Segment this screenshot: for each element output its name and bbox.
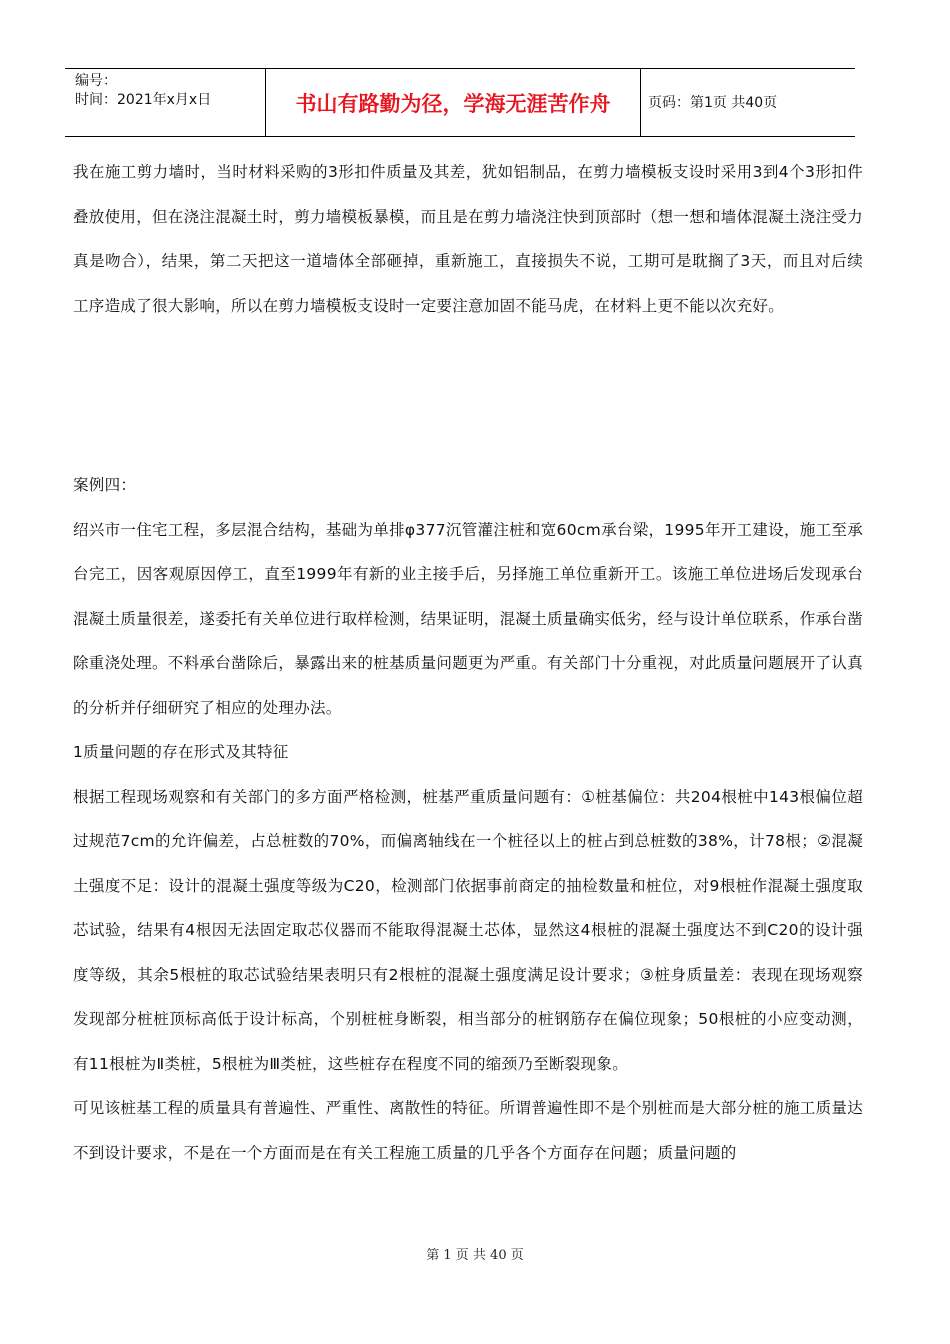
paragraph-shear-wall: 我在施工剪力墙时，当时材料采购的3形扣件质量及其差，犹如铝制品，在剪力墙模板支设时采用3到4个3形扣件叠放使用，但在浇注混凝土时，剪力墙模板暴模，而且是在剪力墙浇注快到顶部时（想一想和墙体混凝土浇注受力真是吻合），结果，第二天把这一道墙体全部砸掉，重新施工，直接损失不说，工期可是耽搁了3天，而且对后续工序造成了很大影响，所以在剪力墙模板支设时一定要注意加固不能马虎，在材料上更不能以次充好。 — [73, 163, 864, 315]
page-footer: 第 1 页 共 40 页 — [426, 1248, 524, 1263]
header-motto-cell — [265, 69, 641, 136]
header-motto: 书山有路勤为径，学海无涯苦作舟 — [295, 92, 611, 116]
header-page-cell — [640, 69, 855, 136]
body-section-2 — [73, 463, 863, 1175]
section-heading: 1质量问题的存在形式及其特征 — [73, 743, 289, 761]
document-header — [65, 68, 855, 137]
paragraph-quality-issues: 根据工程现场观察和有关部门的多方面严格检测，桩基严重质量问题有：①桩基偏位：共204根桩中143根偏位超过规范7cm的允许偏差，占总桩数的70%，而偏离轴线在一个桩径以上的桩占到总桩数的38%，计78根；②混凝土强度不足：设计的混凝土强度等级为C20，检测部门依据事前商定的抽检数量和桩位，对9根桩作混凝土强度取芯试验，结果有4根因无法固定取芯仪器而不能取得混凝土芯体，显然这4根桩的混凝土强度达不到C20的设计强度等级，其余5根桩的取芯试验结果表明只有2根桩的混凝土强度满足设计要求；③桩身质量差：表现在现场观察发现部分桩桩顶标高低于设计标高，个别桩桩身断裂，相当部分的桩钢筋存在偏位现象；50根桩的小应变动测，有11根桩为Ⅱ类桩，5根桩为Ⅲ类桩，这些桩存在程度不同的缩颈乃至断裂现象。 — [73, 787, 863, 1073]
document-number-label: 编号： — [75, 73, 117, 89]
paragraph-characteristics: 可见该桩基工程的质量具有普遍性、严重性、离散性的特征。所谓普遍性即不是个别桩而是大部分桩的施工质量达不到设计要求，不是在一个方面而是在有关工程施工质量的几乎各个方面存在问题；质量问题的 — [73, 1099, 864, 1162]
body-section-1 — [73, 150, 863, 328]
header-meta-cell — [65, 69, 265, 136]
header-page-info: 页码：第1页 共40页 — [648, 95, 778, 111]
case-title: 案例四： — [73, 476, 137, 494]
paragraph-case-intro: 绍兴市一住宅工程，多层混合结构，基础为单排φ377沉管灌注桩和宽60cm承台梁，1995年开工建设，施工至承台完工，因客观原因停工，直至1999年有新的业主接手后，另择施工单位重新开工。该施工单位进场后发现承台混凝土质量很差，遂委托有关单位进行取样检测，结果证明，混凝土质量确实低劣，经与设计单位联系，作承台凿除重浇处理。不料承台凿除后，暴露出来的桩基质量问题更为严重。有关部门十分重视，对此质量问题展开了认真的分析并仔细研究了相应的处理办法。 — [73, 520, 864, 717]
document-time-label: 时间：2021年x月x日 — [75, 92, 212, 108]
